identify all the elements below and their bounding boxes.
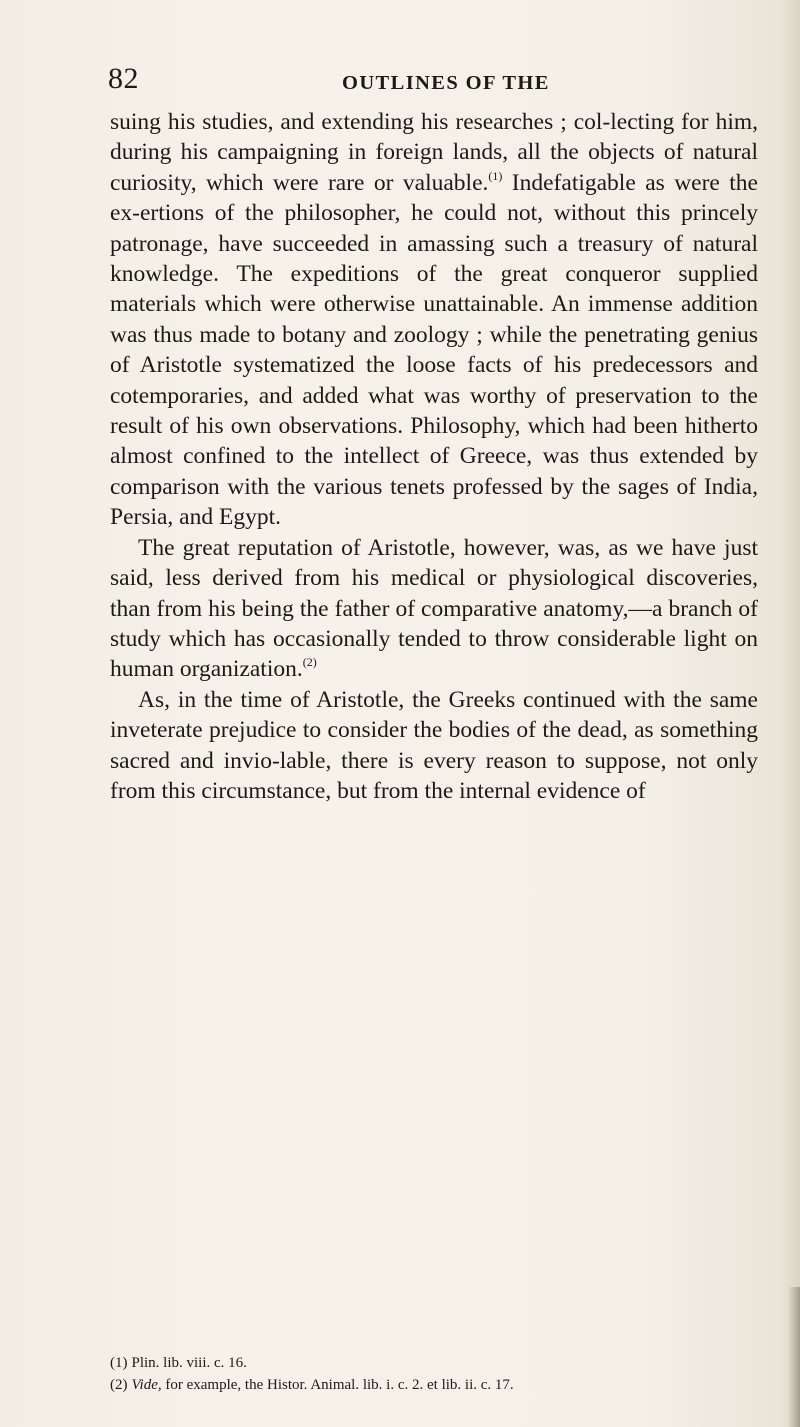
- paragraph-1-part-a: suing his studies, and extending his researches ; col-lecting for him, during his campaigning in foreign lands, all the objects of natural curiosity, which were rare or valuable.: [110, 109, 758, 196]
- footnote-ref-1: (1): [488, 168, 503, 183]
- footnote-2: [110, 1374, 770, 1396]
- running-head: OUTLINES OF THE: [342, 72, 550, 94]
- body-text: [110, 107, 758, 806]
- paragraph-2: [110, 533, 758, 685]
- footnote-2-mark: (2): [110, 1377, 128, 1393]
- footnote-2-lead: Vide,: [131, 1377, 162, 1393]
- paragraph-2-text: The great reputation of Aristotle, however, was, as we have just said, less derived from his medical or physiological discoveries, than from his being the father of comparative anatomy,—a branch of study which has occasionally tended to throw considerable light on human organization.: [110, 534, 758, 683]
- footnote-1: [110, 1352, 770, 1374]
- page-number: 82: [108, 62, 139, 95]
- paragraph-1-part-b: Indefatigable as were the ex-ertions of the philosopher, he could not, without this princely patronage, have succeeded in amassing such a treasury of natural knowledge. The expeditions of the great conqueror supplied materials which were otherwise unattainable. An immense addition was thus made to botany and zoology ; while the penetrating genius of Aristotle systematized the loose facts of his predecessors and cotemporaries, and added what was worthy of preservation to the result of his own observations. Philosophy, which had been hitherto almost confined to the intellect of Greece, was thus extended by comparison with the various tenets professed by the sages of India, Persia, and Egypt.: [110, 169, 758, 531]
- footnote-1-mark: (1): [110, 1355, 128, 1371]
- footnote-2-text: for example, the Histor. Animal. lib. i. c. 2. et lib. ii. c. 17.: [161, 1377, 514, 1393]
- footnote-ref-2: (2): [302, 655, 317, 670]
- page-corner-shadow: [788, 1287, 800, 1427]
- footnotes: [110, 1352, 770, 1396]
- paragraph-1: [110, 107, 758, 533]
- footnote-1-text: Plin. lib. viii. c. 16.: [131, 1355, 247, 1371]
- paragraph-3: As, in the time of Aristotle, the Greeks continued with the same inveterate prejudice to consider the bodies of the dead, as something sacred and invio-lable, there is every reason to suppose, not only from this circumstance, but from the internal evidence of: [110, 686, 758, 804]
- page-edge-shadow: [782, 0, 800, 1427]
